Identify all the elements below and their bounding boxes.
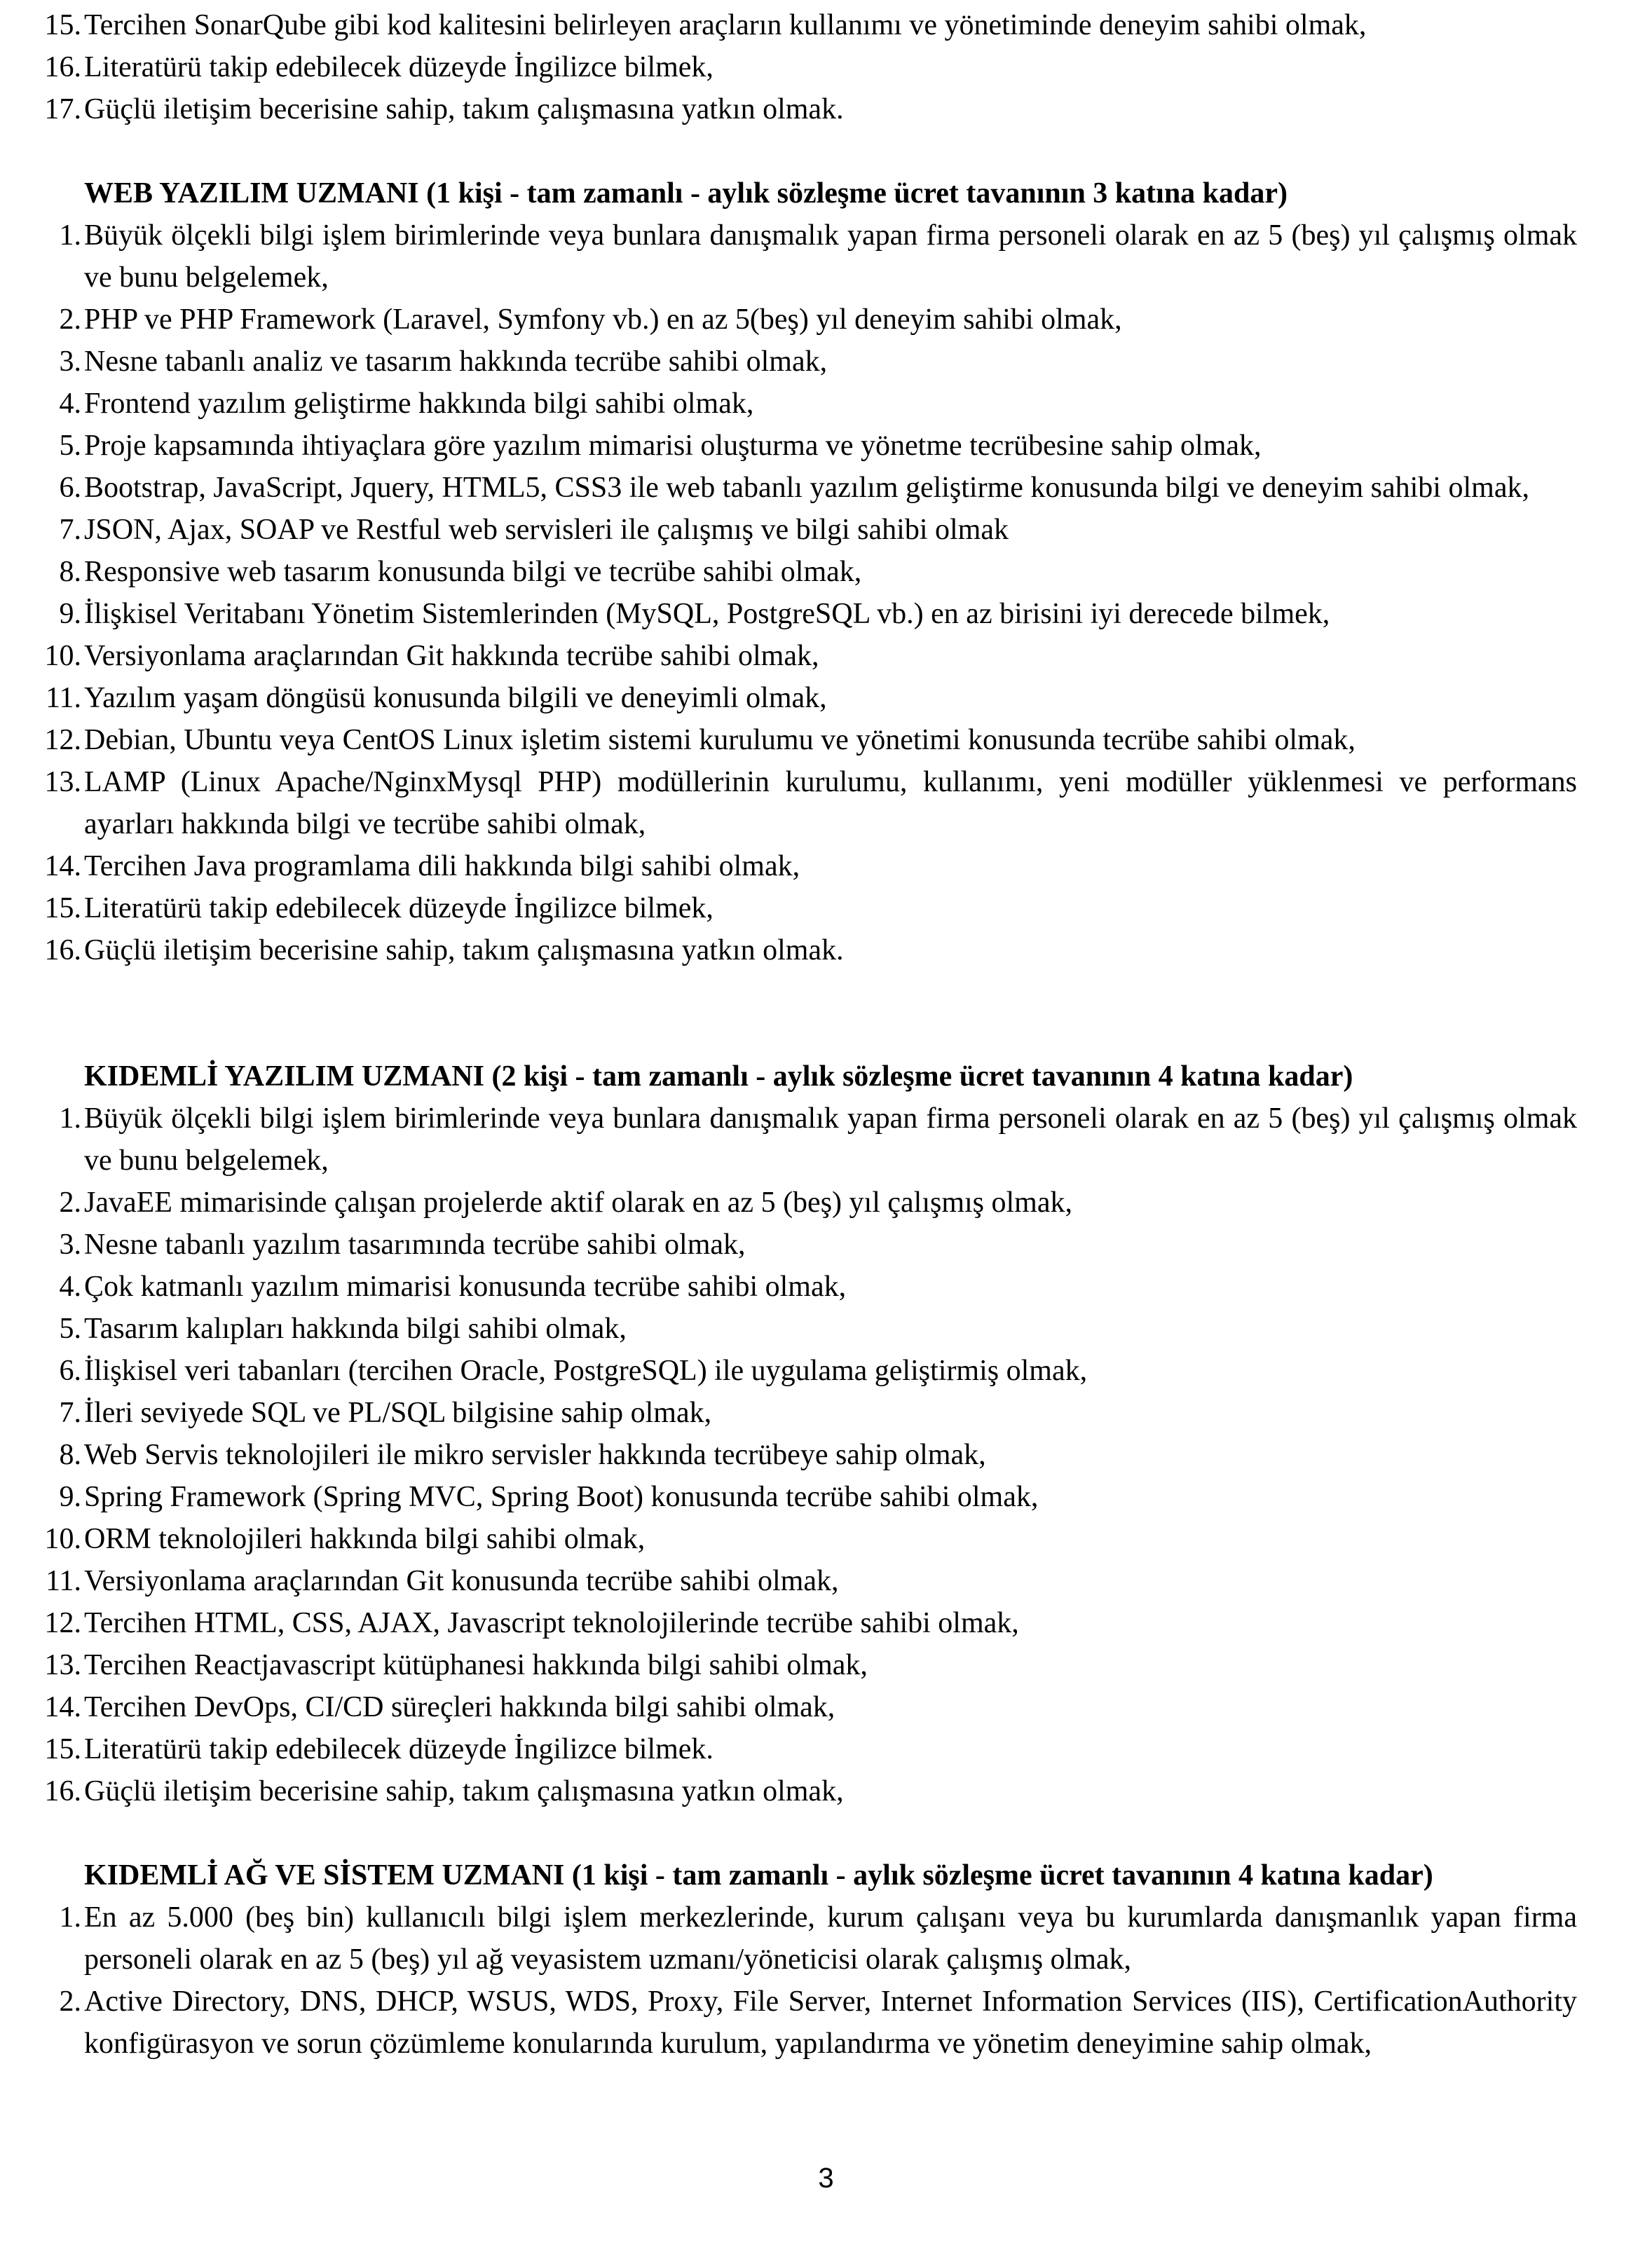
item-number: 2. — [59, 1187, 81, 1219]
list-item — [28, 4, 1577, 46]
item-text: Nesne tabanlı analiz ve tasarım hakkında tecrübe sahibi olmak, — [84, 346, 828, 378]
item-number: 9. — [59, 598, 81, 630]
item-number: 10. — [44, 1523, 81, 1555]
item-text: Büyük ölçekli bilgi işlem birimlerinde veya bunlara danışmalık yapan firma personeli olarak en az 5 (beş) yıl çalışmış olmak ve bunu belgelemek, — [84, 219, 1577, 294]
section-heading: KIDEMLİ AĞ VE SİSTEM UZMANI (1 kişi - tam zamanlı - aylık sözleşme ücret tavanının 4 katına kadar) — [84, 1859, 1433, 1892]
item-number: 16. — [44, 1775, 81, 1807]
list-item — [28, 214, 1577, 299]
item-number: 6. — [59, 1355, 81, 1387]
item-number: 16. — [44, 51, 81, 83]
list-item — [28, 299, 1577, 341]
list-item — [28, 383, 1577, 425]
item-text: Frontend yazılım geliştirme hakkında bilgi sahibi olmak, — [84, 388, 754, 420]
list-item — [28, 635, 1577, 677]
item-number: 17. — [44, 93, 81, 125]
item-text: Proje kapsamında ihtiyaçlara göre yazılım mimarisi oluşturma ve yönetme tecrübesine sahip olmak, — [84, 430, 1262, 462]
item-text: Tercihen Java programlama dili hakkında bilgi sahibi olmak, — [84, 850, 800, 882]
section-kidemli-ag-ve-sistem-uzmani — [28, 1854, 1577, 2065]
item-text: JavaEE mimarisinde çalışan projelerde aktif olarak en az 5 (beş) yıl çalışmış olmak, — [84, 1187, 1072, 1219]
item-number: 15. — [44, 892, 81, 924]
continued-list — [28, 4, 1577, 130]
item-text: Literatürü takip edebilecek düzeyde İngilizce bilmek, — [84, 892, 714, 924]
item-number: 1. — [59, 1102, 81, 1135]
list-item — [28, 677, 1577, 719]
item-text: Active Directory, DNS, DHCP, WSUS, WDS, Proxy, File Server, Internet Information Services (IIS), CertificationAuthority konfigürasyon ve sorun çözümleme konularında kurulum, yapılandırma ve yönetim deneyimine sahip olmak, — [84, 1985, 1577, 2060]
item-number: 15. — [44, 1733, 81, 1765]
item-number: 12. — [44, 1607, 81, 1639]
item-text: Yazılım yaşam döngüsü konusunda bilgili ve deneyimli olmak, — [84, 682, 827, 714]
item-text: Responsive web tasarım konusunda bilgi ve tecrübe sahibi olmak, — [84, 556, 862, 588]
item-text: Literatürü takip edebilecek düzeyde İngilizce bilmek, — [84, 51, 714, 83]
list-item — [28, 719, 1577, 761]
list-item — [28, 1981, 1577, 2065]
item-number: 11. — [46, 1565, 81, 1597]
item-number: 15. — [44, 9, 81, 41]
list-item — [28, 1434, 1577, 1476]
list-item — [28, 1602, 1577, 1644]
item-text: Tercihen HTML, CSS, AJAX, Javascript teknolojilerinde tecrübe sahibi olmak, — [84, 1607, 1019, 1639]
item-text: Bootstrap, JavaScript, Jquery, HTML5, CSS3 ile web tabanlı yazılım geliştirme konusunda bilgi ve deneyim sahibi olmak, — [84, 472, 1529, 504]
list-item — [28, 887, 1577, 929]
section-heading: WEB YAZILIM UZMANI (1 kişi - tam zamanlı - aylık sözleşme ücret tavanının 3 katına kadar) — [84, 177, 1288, 210]
list-item — [28, 1224, 1577, 1266]
item-text: Literatürü takip edebilecek düzeyde İngilizce bilmek. — [84, 1733, 714, 1765]
item-text: İlişkisel veri tabanları (tercihen Oracle, PostgreSQL) ile uygulama geliştirmiş olmak, — [84, 1355, 1088, 1387]
item-number: 12. — [44, 724, 81, 756]
item-number: 1. — [59, 219, 81, 252]
list-item — [28, 1098, 1577, 1182]
item-text: JSON, Ajax, SOAP ve Restful web servisleri ile çalışmış ve bilgi sahibi olmak — [84, 514, 1009, 546]
list-item — [28, 1476, 1577, 1518]
list-item — [28, 1644, 1577, 1686]
list-item — [28, 1266, 1577, 1308]
item-text: PHP ve PHP Framework (Laravel, Symfony vb.) en az 5(beş) yıl deneyim sahibi olmak, — [84, 303, 1122, 336]
list-item — [28, 1182, 1577, 1224]
list-item — [28, 46, 1577, 88]
item-number: 13. — [44, 766, 81, 798]
item-number: 6. — [59, 472, 81, 504]
item-text: Tercihen Reactjavascript kütüphanesi hakkında bilgi sahibi olmak, — [84, 1649, 868, 1681]
list-item — [28, 467, 1577, 509]
item-text: Büyük ölçekli bilgi işlem birimlerinde veya bunlara danışmalık yapan firma personeli olarak en az 5 (beş) yıl çalışmış olmak ve bunu belgelemek, — [84, 1102, 1577, 1177]
item-text: Web Servis teknolojileri ile mikro servisler hakkında tecrübeye sahip olmak, — [84, 1439, 986, 1471]
item-text: Versiyonlama araçlarından Git konusunda tecrübe sahibi olmak, — [84, 1565, 839, 1597]
item-number: 13. — [44, 1649, 81, 1681]
list-item — [28, 1896, 1577, 1981]
item-number: 14. — [44, 850, 81, 882]
item-number: 7. — [59, 1397, 81, 1429]
item-text: LAMP (Linux Apache/NginxMysql PHP) modüllerinin kurulumu, kullanımı, yeni modüller yüklenmesi ve performans ayarları hakkında bilgi ve tecrübe sahibi olmak, — [84, 766, 1577, 840]
item-number: 3. — [59, 1229, 81, 1261]
item-text: İleri seviyede SQL ve PL/SQL bilgisine sahip olmak, — [84, 1397, 712, 1429]
item-text: Spring Framework (Spring MVC, Spring Boot) konusunda tecrübe sahibi olmak, — [84, 1481, 1039, 1513]
item-number: 9. — [59, 1481, 81, 1513]
item-number: 7. — [59, 514, 81, 546]
list-item — [28, 1350, 1577, 1392]
list-item — [28, 1560, 1577, 1602]
item-number: 3. — [59, 346, 81, 378]
item-number: 16. — [44, 934, 81, 966]
item-number: 10. — [44, 640, 81, 672]
list-item — [28, 593, 1577, 635]
section-kidemli-yazilim-uzmani — [28, 1055, 1577, 1812]
item-text: Çok katmanlı yazılım mimarisi konusunda tecrübe sahibi olmak, — [84, 1271, 847, 1303]
page-number: 3 — [818, 2163, 834, 2194]
item-text: Güçlü iletişim becerisine sahip, takım çalışmasına yatkın olmak, — [84, 1775, 844, 1807]
item-text: Tercihen DevOps, CI/CD süreçleri hakkında bilgi sahibi olmak, — [84, 1691, 835, 1723]
list-item — [28, 1308, 1577, 1350]
list-item — [28, 341, 1577, 383]
item-text: Nesne tabanlı yazılım tasarımında tecrübe sahibi olmak, — [84, 1229, 746, 1261]
list-item — [28, 845, 1577, 887]
item-number: 5. — [59, 430, 81, 462]
list-item — [28, 929, 1577, 971]
item-number: 11. — [46, 682, 81, 714]
list-item — [28, 761, 1577, 845]
list-item — [28, 1728, 1577, 1770]
item-text: ORM teknolojileri hakkında bilgi sahibi olmak, — [84, 1523, 646, 1555]
item-number: 2. — [59, 1985, 81, 2018]
item-text: Tercihen SonarQube gibi kod kalitesini belirleyen araçların kullanımı ve yönetiminde deneyim sahibi olmak, — [84, 9, 1367, 41]
item-number: 4. — [59, 1271, 81, 1303]
section-heading: KIDEMLİ YAZILIM UZMANI (2 kişi - tam zamanlı - aylık sözleşme ücret tavanının 4 katına kadar) — [84, 1060, 1353, 1093]
item-number: 5. — [59, 1313, 81, 1345]
item-text: En az 5.000 (beş bin) kullanıcılı bilgi işlem merkezlerinde, kurum çalışanı veya bu kurumlarda danışmanlık yapan firma personeli olarak en az 5 (beş) yıl ağ veyasistem uzmanı/yöneticisi olarak çalışmış olmak, — [84, 1901, 1577, 1976]
list-item — [28, 1770, 1577, 1812]
list-item — [28, 425, 1577, 467]
section-web-yazilim-uzmani — [28, 172, 1577, 971]
list-item — [28, 88, 1577, 130]
item-text: Versiyonlama araçlarından Git hakkında tecrübe sahibi olmak, — [84, 640, 819, 672]
item-text: Debian, Ubuntu veya CentOS Linux işletim sistemi kurulumu ve yönetimi konusunda tecrübe sahibi olmak, — [84, 724, 1356, 756]
item-number: 8. — [59, 1439, 81, 1471]
item-text: İlişkisel Veritabanı Yönetim Sistemlerinden (MySQL, PostgreSQL vb.) en az birisini iyi derecede bilmek, — [84, 598, 1330, 630]
list-item — [28, 1518, 1577, 1560]
item-text: Güçlü iletişim becerisine sahip, takım çalışmasına yatkın olmak. — [84, 93, 844, 125]
list-item — [28, 1686, 1577, 1728]
list-item — [28, 551, 1577, 593]
item-number: 2. — [59, 303, 81, 336]
item-number: 4. — [59, 388, 81, 420]
item-number: 1. — [59, 1901, 81, 1934]
item-number: 14. — [44, 1691, 81, 1723]
list-item — [28, 1392, 1577, 1434]
list-item — [28, 509, 1577, 551]
item-text: Güçlü iletişim becerisine sahip, takım çalışmasına yatkın olmak. — [84, 934, 844, 966]
item-text: Tasarım kalıpları hakkında bilgi sahibi olmak, — [84, 1313, 627, 1345]
item-number: 8. — [59, 556, 81, 588]
